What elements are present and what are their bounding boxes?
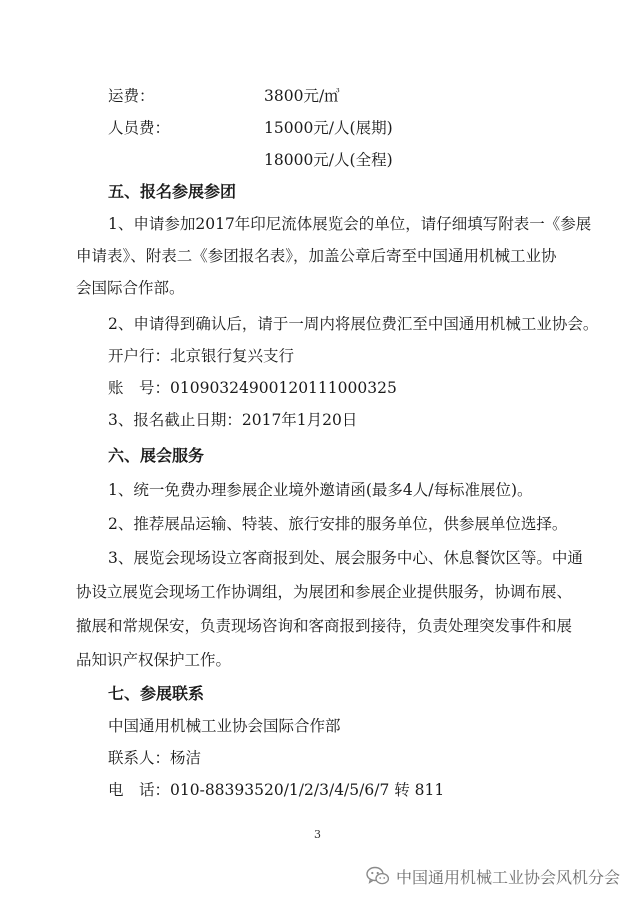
service-item-3-line2: 协设立展览会现场工作协调组，为展团和参展企业提供服务，协调布展、 [76, 583, 573, 601]
section5-p2: 2、申请得到确认后，请于一周内将展位费汇至中国通用机械工业协会。 [108, 315, 599, 333]
registration-deadline: 3、报名截止日期：2017年1月20日 [108, 411, 358, 429]
service-item-3-line1: 3、展览会现场设立客商报到处、展会服务中心、休息餐饮区等。中通 [108, 549, 583, 567]
section5-heading: 五、报名参展参团 [108, 182, 237, 201]
wechat-icon [366, 866, 390, 886]
section5-p1-line2: 申请表》、附表二《参团报名表》，加盖公章后寄至中国通用机械工业协 [76, 247, 557, 265]
service-item-3-line4: 品知识产权保护工作。 [76, 651, 232, 669]
watermark [366, 864, 620, 888]
contact-person: 联系人：杨洁 [108, 749, 202, 767]
bank-name: 开户行：北京银行复兴支行 [108, 347, 295, 365]
account-number: 账 号：01090324900120111000325 [108, 379, 397, 397]
service-item-3-line3: 撤展和常规保安，负责现场咨询和客商报到接待，负责处理突发事件和展 [76, 617, 573, 635]
personnel-label: 人员费： [108, 119, 171, 137]
freight-label: 运费： [108, 87, 155, 105]
contact-phone: 电 话：010-88393520/1/2/3/4/5/6/7 转 811 [108, 781, 445, 799]
contact-organization: 中国通用机械工业协会国际合作部 [108, 717, 341, 735]
service-item-1: 1、统一免费办理参展企业境外邀请函(最多4人/每标准展位)。 [108, 481, 533, 499]
personnel-value-full: 18000元/人(全程) [264, 151, 393, 169]
watermark-text: 中国通用机械工业协会风机分会 [396, 867, 621, 887]
page-number: 3 [314, 828, 321, 841]
freight-value: 3800元/㎥ [264, 87, 340, 105]
section5-p1-line3: 会国际合作部。 [76, 279, 185, 297]
service-item-2: 2、推荐展品运输、特装、旅行安排的服务单位，供参展单位选择。 [108, 515, 568, 533]
section5-p1-line1: 1、申请参加2017年印尼流体展览会的单位，请仔细填写附表一《参展 [108, 215, 592, 233]
section6-heading: 六、展会服务 [108, 446, 205, 465]
section7-heading: 七、参展联系 [108, 684, 205, 703]
personnel-value-exhibition: 15000元/人(展期) [264, 119, 393, 137]
